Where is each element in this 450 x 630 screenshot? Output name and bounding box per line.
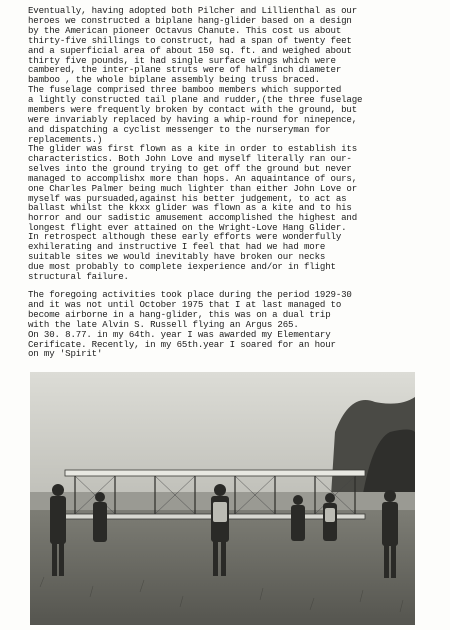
text-line: by the American pioneer Octavus Chanute. This cost us about: [28, 24, 342, 36]
photo-icon: [30, 372, 415, 625]
text-line: and a superficial area of about 150 sq. ft. and weighed about: [28, 44, 352, 56]
text-line: The fuselage comprised three bamboo members which supported: [28, 84, 342, 96]
text-line: bamboo , the whole biplane assembly being truss braced.: [28, 74, 320, 86]
text-line: thirty-five shillings to construct, had a span of twenty feet: [28, 34, 352, 46]
text-line: become airborne in a hang-glider, this was on a dual trip: [28, 308, 331, 320]
paragraph-4: [28, 290, 428, 359]
paragraph-1: [28, 6, 428, 145]
paragraph-3: [28, 232, 428, 282]
text-line: heroes we constructed a biplane hang-glider based on a design: [28, 14, 352, 26]
text-line: ballast whilst the kkxx glider was flown as a kite and to his: [28, 202, 352, 214]
text-line: Cerificate. Recently, in my 65th.year I soared for an hour: [28, 338, 336, 350]
text-line: myself was pursuaded,against his better judgement, to act as: [28, 192, 347, 204]
text-line: structural failure.: [28, 270, 129, 282]
text-line: a lightly constructed tail plane and rudder,(the three fuselage: [28, 94, 363, 106]
historical-photo: [30, 372, 415, 625]
text-line: were invariably replaced by having a whip-round for ninepence,: [28, 113, 358, 125]
text-line: managed to accomplishx more than hops. An aquaintance of ours,: [28, 172, 358, 184]
text-line: exhilerating and instructive I feel that had we had more: [28, 240, 326, 252]
text-line: The foregoing activities took place during the period 1929-30: [28, 289, 352, 300]
text-line: on my 'Spirit': [28, 348, 103, 360]
text-line: selves into the ground trying to get off the ground but never: [28, 162, 352, 174]
text-line: members were frequently broken by contact with the ground, but: [28, 104, 358, 116]
text-line: horror and our sadistic amusement accomplished the highest and: [28, 212, 358, 224]
text-line: The glider was first flown as a kite in order to establish its: [28, 143, 358, 154]
text-line: longest flight ever attained on the Wright-Love Hang Glider.: [28, 222, 347, 234]
text-line: characteristics. Both John Love and myself literally ran our-: [28, 152, 352, 164]
text-line: replacements.): [28, 133, 103, 145]
text-line: cambered, the inter-plane struts were of half inch diameter: [28, 64, 342, 76]
text-line: suitable sites we would inevitably have broken our necks: [28, 250, 326, 262]
text-line: In retrospect although these early efforts were wonderfully: [28, 231, 342, 242]
text-line: with the late Alvin S. Russell flying an Argus 265.: [28, 318, 299, 330]
text-line: On 30. 8.77. in my 64th. year I was awarded my Elementary: [28, 328, 331, 340]
text-line: and dispatching a cyclist messenger to the nurseryman for: [28, 123, 331, 135]
text-line: one Charles Palmer being much lighter than either John Love or: [28, 182, 358, 194]
paragraph-2: [28, 144, 428, 233]
text-line: and it was not until October 1975 that I at last managed to: [28, 298, 342, 310]
text-line: thirty five pounds, it had single surface wings which were: [28, 54, 336, 66]
text-line: due most probably to complete iexperience and/or in flight: [28, 260, 336, 272]
text-line: Eventually, having adopted both Pilcher and Lillienthal as our: [28, 5, 358, 16]
